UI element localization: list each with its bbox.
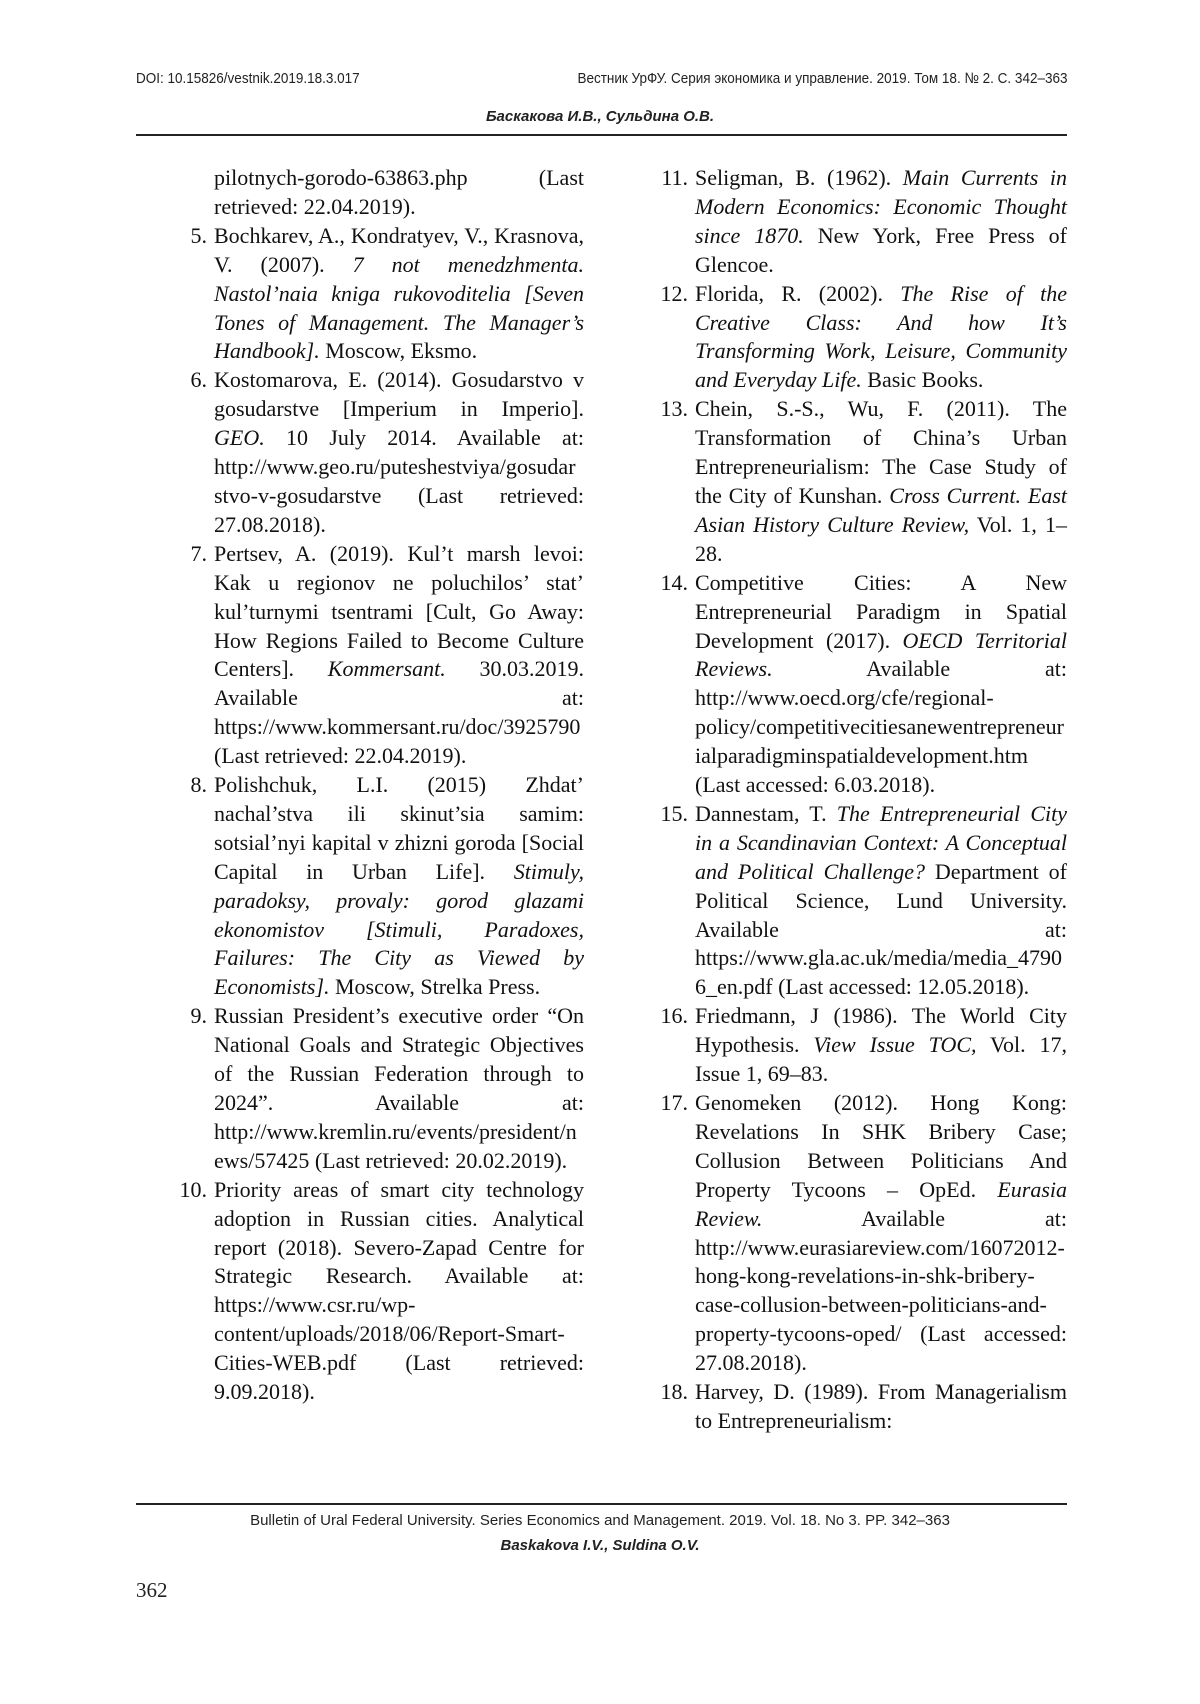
reference-title: OECD Territorial Reviews. — [695, 627, 1067, 682]
reference-plain-text: Basic Books. — [861, 367, 984, 393]
reference-number: 17. — [660, 1090, 688, 1115]
header-journal-title: Вестник УрФУ. Серия экономика и управление. 2019. Том 18. № 2. С. 342–363 — [576, 70, 1067, 87]
reference-number: 13. — [660, 396, 688, 422]
footer-journal-title: Bulletin of Ural Federal University. Series Economics and Management. 2019. Vol. 18. No 3. PP. 342–363 — [250, 1512, 950, 1529]
reference-item — [163, 1176, 584, 1407]
reference-plain-text: Vol. 1, 1–28. — [695, 511, 1067, 566]
reference-text — [695, 569, 1067, 800]
reference-plain-text: Russian President’s executive order “On National Goals and Strategic Objectives of the Russian Federation through to 2024”. Available at: http://www.kremlin.ru/events/president/news/57425 (Last retrieved: 20.02.2019). — [214, 1003, 584, 1173]
reference-number: 9. — [190, 1003, 207, 1029]
reference-plain-text: Harvey, D. (1989). From Managerialism to Entrepreneurialism: — [695, 1379, 1067, 1433]
reference-title: Cross Current. East Asian History Culture Review, — [695, 482, 1067, 537]
reference-text — [695, 1378, 1067, 1436]
reference-number: 12. — [660, 280, 688, 306]
reference-item — [644, 800, 1067, 1002]
reference-number: 10. — [179, 1176, 207, 1202]
reference-title: The Entrepreneurial City in a Scandinavian Context: A Conceptual and Political Challenge? — [695, 800, 1067, 884]
reference-title: View Issue TOC, — [813, 1032, 977, 1058]
reference-title: Main Currents in Modern Economics: Economic Thought since 1870. — [695, 165, 1067, 248]
reference-number: 15. — [660, 800, 688, 826]
right-column — [644, 164, 1067, 1436]
left-column — [163, 164, 584, 1407]
reference-plain-text: Bochkarev, A., Kondratyev, V., Krasnova, V. (2007). — [214, 222, 584, 277]
reference-item — [644, 1089, 1067, 1378]
reference-number: 8. — [190, 772, 207, 798]
reference-number: 7. — [190, 540, 207, 566]
reference-plain-text: Vol. 17, Issue 1, 69–83. — [695, 1032, 1067, 1087]
reference-item — [163, 222, 584, 367]
page-number: 362 — [136, 1578, 168, 1602]
reference-number: 6. — [190, 367, 207, 393]
reference-plain-text: Moscow, Eksmo. — [319, 338, 478, 364]
reference-text — [214, 771, 584, 1002]
reference-plain-text: Polishchuk, L.I. (2015) Zhdat’ nachal’stva ili skinut’sia samim: sotsial’nyi kapital v zhizni goroda [Social Capital in Urban Life]. — [214, 772, 584, 884]
reference-plain-text: New York, Free Press of Glencoe. — [695, 222, 1067, 277]
reference-plain-text: Dannestam, T. — [695, 800, 837, 826]
reference-plain-text: Pertsev, A. (2019). Kul’t marsh levoi: Kak u regionov ne poluchilos’ stat’ kul’turnymi tsentrami [Cult, Go Away: How Regions Failed to Become Culture Centers]. — [214, 540, 584, 682]
reference-plain-text: Department of Political Science, Lund University. Available at: https://www.gla.ac.uk/media/media_47906_en.pdf (Last accessed: 12.05.2018). — [695, 858, 1067, 1000]
reference-plain-text: Competitive Cities: A New Entrepreneurial Paradigm in Spatial Development (2017). — [695, 569, 1067, 653]
reference-text: pilotnych-gorodo-63863.php (Last retrieved: 22.04.2019). — [214, 165, 584, 219]
reference-text — [695, 395, 1067, 568]
reference-title: Stimuly, paradoksy, provaly: gorod glazami ekonomistov [Stimuli, Paradoxes, Failures: The City as Viewed by Economists]. — [214, 858, 584, 1000]
reference-text — [695, 280, 1067, 396]
reference-item — [644, 1002, 1067, 1089]
reference-title: Kommersant. — [327, 656, 446, 682]
reference-text — [695, 164, 1067, 280]
reference-title: Eurasia Review. — [695, 1176, 1067, 1231]
reference-item — [163, 1002, 584, 1175]
reference-text — [695, 1002, 1067, 1089]
reference-text — [214, 222, 584, 367]
header-authors: Баскакова И.В., Сульдина О.В. — [485, 108, 715, 125]
reference-number: 5. — [190, 222, 207, 248]
reference-item — [644, 569, 1067, 800]
reference-item — [644, 164, 1067, 280]
footer-divider — [136, 1503, 1067, 1505]
reference-title: 7 not menedzhmenta. Nastol’naia kniga rukovoditelia [Seven Tones of Management. The Manager’s Handbook]. — [214, 251, 584, 364]
reference-plain-text: Genomeken (2012). Hong Kong: Revelations In SHK Bribery Case; Collusion Between Politicians And Property Tycoons – OpEd. — [695, 1090, 1067, 1202]
reference-number: 11. — [661, 165, 688, 190]
reference-item — [644, 1378, 1067, 1436]
header-divider — [136, 134, 1067, 136]
reference-plain-text: 30.03.2019. Available at: https://www.kommersant.ru/doc/3925790 (Last retrieved: 22.04.2019). — [214, 656, 585, 769]
reference-plain-text: Available at: http://www.oecd.org/cfe/regional-policy/competitivecitiesanewentrepreneurialparadigminspatialdevelopment.htm (Last accessed: 6.03.2018). — [695, 656, 1067, 798]
reference-text — [214, 1176, 584, 1407]
reference-item — [644, 280, 1067, 396]
reference-text — [695, 800, 1067, 1002]
reference-plain-text: Seligman, B. (1962). — [695, 165, 903, 190]
reference-plain-text: Chein, S.-S., Wu, F. (2011). The Transformation of China’s Urban Entrepreneurialism: The Case Study of the City of Kunshan. — [695, 396, 1067, 508]
reference-plain-text: Moscow, Strelka Press. — [329, 974, 541, 1000]
reference-text — [214, 1002, 584, 1175]
reference-item — [644, 395, 1067, 568]
reference-title: GEO. — [214, 425, 265, 451]
reference-text — [695, 1089, 1067, 1378]
reference-text — [214, 540, 584, 771]
reference-number: 14. — [660, 569, 688, 595]
reference-plain-text: Florida, R. (2002). — [695, 280, 901, 306]
reference-plain-text: Kostomarova, E. (2014). Gosudarstvo v gosudarstve [Imperium in Imperio]. — [214, 367, 584, 422]
reference-continued — [163, 164, 584, 222]
reference-number: 18. — [660, 1379, 688, 1405]
reference-item — [163, 771, 584, 1002]
reference-plain-text: Available at: http://www.eurasiareview.com/16072012-hong-kong-revelations-in-shk-bribery-case-collusion-between-politicians-and-property-tycoons-oped/ (Last accessed: 27.08.2018). — [695, 1205, 1067, 1376]
reference-item — [163, 540, 584, 771]
reference-plain-text: Priority areas of smart city technology adoption in Russian cities. Analytical report (2018). Severo-Zapad Centre for Strategic Research. Available at: https://www.csr.ru/wp-content/uploads/2018/06/Report-Smart-Cities-WEB.pdf (Last retrieved: 9.09.2018). — [214, 1176, 584, 1405]
header-doi: DOI: 10.15826/vestnik.2019.18.3.017 — [136, 70, 360, 87]
footer-authors: Baskakova I.V., Suldina O.V. — [500, 1537, 700, 1554]
reference-item — [163, 366, 584, 539]
reference-plain-text: 10 July 2014. Available at: http://www.geo.ru/puteshestviya/gosudarstvo-v-gosudarstve (Last retrieved: 27.08.2018). — [214, 425, 584, 537]
reference-text — [214, 366, 584, 539]
reference-title: The Rise of the Creative Class: And how It’s Transforming Work, Leisure, Community and Everyday Life. — [695, 280, 1067, 393]
reference-plain-text: Friedmann, J (1986). The World City Hypothesis. — [695, 1003, 1067, 1058]
reference-number: 16. — [660, 1003, 688, 1029]
